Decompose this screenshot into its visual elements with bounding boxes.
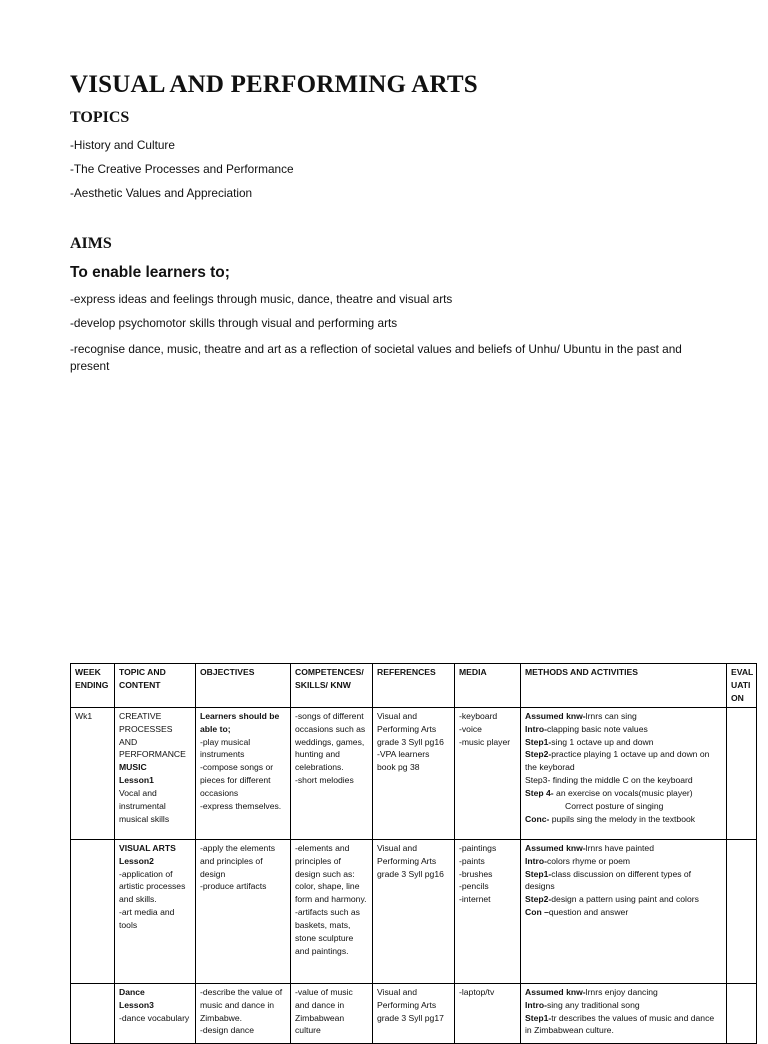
objective-item: -play musical instruments (200, 736, 251, 760)
method-step-label: Assumed knw- (525, 986, 586, 997)
media-item: -voice (459, 723, 482, 734)
aim-item: -express ideas and feelings through music, dance, theatre and visual arts (70, 292, 453, 306)
method-step-text: design a pattern using paint and colors (551, 894, 699, 905)
competences-cell (291, 839, 373, 983)
aims-lead: To enable learners to; (70, 264, 230, 281)
topic-cell (115, 839, 196, 983)
topic-item: -The Creative Processes and Performance (70, 162, 294, 176)
competence-item: -songs of different occasions such as weddings, games, hunting and celebrations. (295, 710, 366, 773)
method-step-label: Assumed knw- (525, 842, 586, 853)
references-cell (373, 983, 455, 1043)
methods-cell (521, 983, 727, 1043)
topic-text: -application of artistic processes and skills. (119, 868, 186, 905)
reference-item: Visual and Performing Arts grade 3 Syll pg16 (377, 842, 444, 879)
reference-item: Visual and Performing Arts grade 3 Syll pg16 (377, 710, 444, 747)
aims-heading: AIMS (70, 235, 112, 252)
topic-text: -dance vocabulary (119, 1012, 190, 1023)
methods-cell (521, 839, 727, 983)
competences-cell (291, 707, 373, 839)
media-item: -brushes (459, 868, 493, 879)
method-step-label: Conc- (525, 813, 550, 824)
competence-item: -value of music and dance in Zimbabwean culture (295, 986, 353, 1036)
method-step-label: Step1- (525, 868, 552, 879)
lesson-label: Lesson1 (119, 775, 154, 786)
method-step-label: Step2- (525, 894, 552, 905)
method-step-label: Step2- (525, 749, 552, 760)
header-objectives: OBJECTIVES (196, 664, 291, 708)
method-step-text: lrnrs have painted (585, 842, 654, 853)
table-row (71, 707, 757, 839)
aim-item: -recognise dance, music, theatre and art as a reflection of societal values and beliefs of Unhu/ Ubuntu in the past and present (70, 342, 682, 373)
header-references: REFERENCES (373, 664, 455, 708)
header-evaluation: EVAL UATI ON (727, 664, 757, 708)
objectives-lead: Learners should be able to; (200, 710, 280, 734)
media-item: -paints (459, 855, 485, 866)
media-item: -music player (459, 736, 511, 747)
method-step-text: tr describes the values of music and dance in Zimbabwean culture. (525, 1012, 715, 1036)
topic-cell (115, 983, 196, 1043)
method-step-label: Intro- (525, 855, 547, 866)
method-step-text: lrnrs enjoy dancing (585, 986, 658, 997)
table-row (71, 983, 757, 1043)
objective-item: -produce artifacts (200, 881, 267, 892)
topic-item: -Aesthetic Values and Appreciation (70, 186, 253, 200)
method-step-text: Correct posture of singing (565, 801, 664, 812)
competence-item: -elements and principles of design such as: color, shape, line form and harmony. (295, 842, 367, 905)
reference-item: Visual and Performing Arts grade 3 Syll pg17 (377, 986, 444, 1023)
method-step-text: colors rhyme or poem (546, 855, 631, 866)
table-header-row (71, 664, 757, 708)
header-methods: METHODS AND ACTIVITIES (521, 664, 727, 708)
topic-bold: Dance (119, 986, 145, 997)
table-row (71, 839, 757, 983)
media-item: -laptop/tv (459, 986, 495, 997)
objective-item: -express themselves. (200, 801, 282, 812)
method-step-label: Step 4- (525, 788, 554, 799)
method-step-label: Assumed knw- (525, 710, 586, 721)
method-step-text: sing any traditional song (546, 999, 640, 1010)
evaluation-cell (727, 707, 757, 839)
topic-text: Vocal and instrumental musical skills (119, 788, 170, 824)
header-topic: TOPIC AND CONTENT (115, 664, 196, 708)
media-item: -internet (459, 894, 491, 905)
objectives-cell (196, 983, 291, 1043)
method-step-text: practice playing 1 octave up and down on the keyborad (525, 749, 710, 773)
evaluation-cell (727, 839, 757, 983)
topics-heading: TOPICS (70, 109, 130, 126)
objectives-cell (196, 839, 291, 983)
header-media: MEDIA (455, 664, 521, 708)
topic-bold: MUSIC (119, 762, 147, 773)
lesson-label: Lesson3 (119, 999, 154, 1010)
page-title: VISUAL AND PERFORMING ARTS (70, 71, 478, 98)
method-step-text: sing 1 octave up and down (551, 736, 654, 747)
media-item: -pencils (459, 881, 489, 892)
method-step-label: Intro- (525, 723, 547, 734)
methods-cell (521, 707, 727, 839)
evaluation-cell (727, 983, 757, 1043)
objective-item: -apply the elements and principles of design (200, 842, 275, 879)
method-step-text: question and answer (548, 907, 629, 918)
media-cell (455, 839, 521, 983)
week-cell (71, 839, 115, 983)
method-step-label: Step1- (525, 736, 552, 747)
topic-text: CREATIVE PROCESSES AND PERFORMANCE (119, 710, 186, 760)
method-step-label: Con – (525, 907, 549, 918)
lesson-label: Lesson2 (119, 855, 154, 866)
references-cell (373, 707, 455, 839)
media-item: -keyboard (459, 710, 498, 721)
objective-item: -describe the value of music and dance in Zimbabwe. (200, 986, 283, 1023)
header-week: WEEK ENDING (71, 664, 115, 708)
competence-item: -artifacts such as baskets, mats, stone sculpture and paintings. (295, 907, 360, 956)
header-competences: COMPETENCES/ SKILLS/ KNW (291, 664, 373, 708)
method-step-text: clapping basic note values (546, 723, 648, 734)
topic-item: -History and Culture (70, 138, 175, 152)
references-cell (373, 839, 455, 983)
method-step-text: pupils sing the melody in the textbook (549, 813, 696, 824)
method-step-text: lrnrs can sing (585, 710, 637, 721)
method-step-label: Intro- (525, 999, 547, 1010)
media-cell (455, 707, 521, 839)
method-step-text: Step3- finding the middle C on the keyboard (525, 775, 693, 786)
week-cell (71, 983, 115, 1043)
media-item: -paintings (459, 842, 497, 853)
reference-item: -VPA learners book pg 38 (377, 749, 430, 773)
week-cell: Wk1 (71, 707, 115, 839)
competences-cell (291, 983, 373, 1043)
aim-item: -develop psychomotor skills through visual and performing arts (70, 316, 398, 330)
competence-item: -short melodies (295, 775, 354, 786)
scheme-table (70, 663, 757, 1044)
topic-text: -art media and tools (119, 907, 175, 931)
objective-item: -compose songs or pieces for different occasions (200, 762, 274, 799)
method-step-label: Step1- (525, 1012, 552, 1023)
objectives-cell (196, 707, 291, 839)
objective-item: -design dance (200, 1025, 254, 1036)
topic-cell (115, 707, 196, 839)
topic-bold: VISUAL ARTS (119, 842, 176, 853)
method-step-text: an exercise on vocals(music player) (553, 788, 693, 799)
media-cell (455, 983, 521, 1043)
method-step-text: class discussion on different types of designs (525, 868, 692, 892)
